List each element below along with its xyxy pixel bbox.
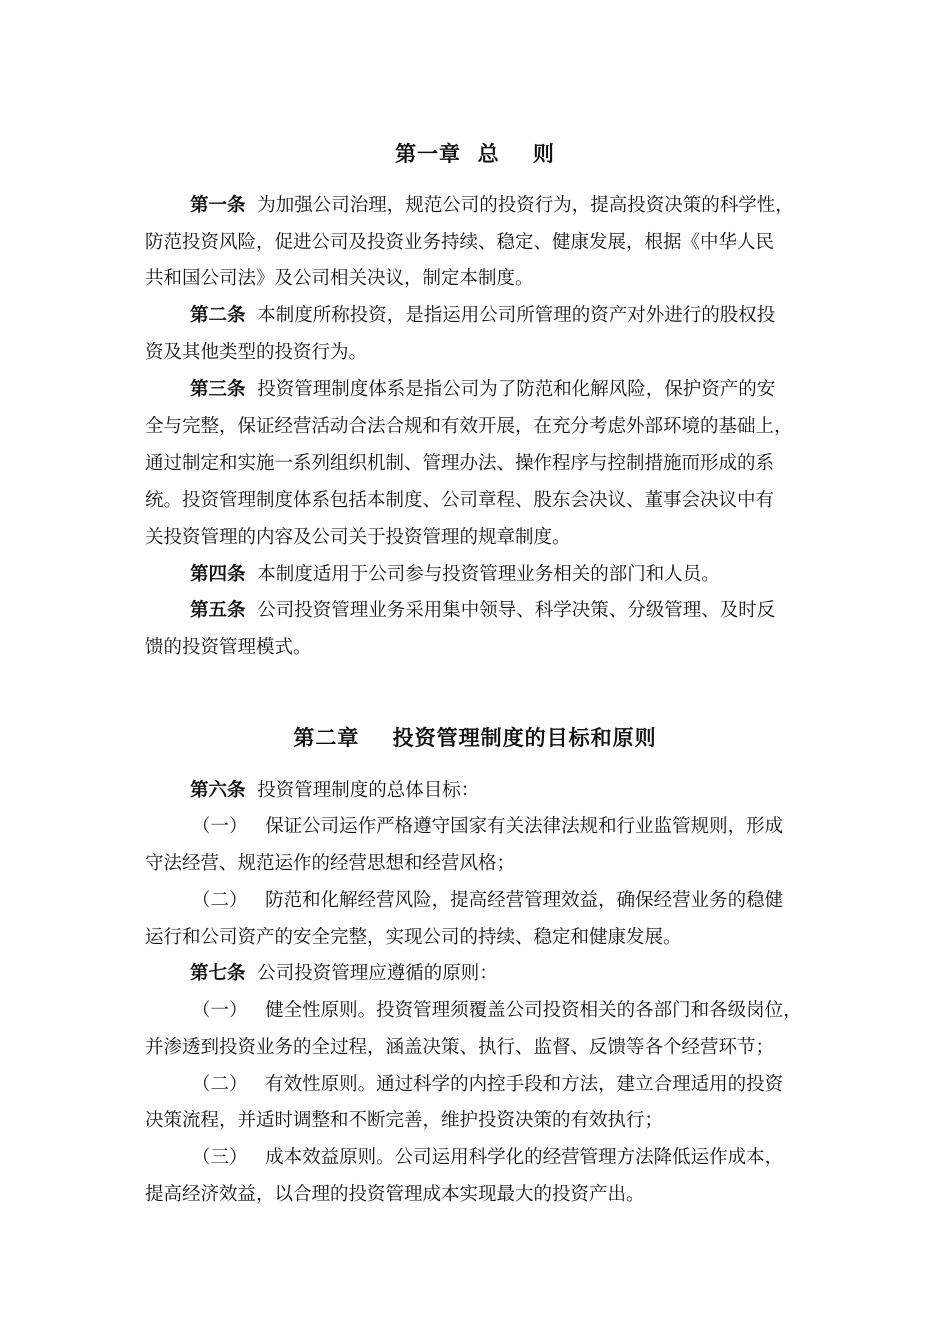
article-7-item-2-line: （二） 有效性原则。通过科学的内控手段和方法，建立合理适用的投资 [192, 1074, 784, 1095]
article-7-item-3-line: （三） 成本效益原则。公司运用科学化的经营管理方法降低运作成本， [192, 1147, 784, 1168]
article-1-text: 为加强公司治理，规范公司的投资行为，提高投资决策的科学性， [245, 195, 794, 216]
article-2-text: 本制度所称投资，是指运用公司所管理的资产对外进行的股权投 [245, 305, 776, 326]
article-3-first-line [190, 378, 775, 402]
article-7-label: 第七条 [190, 963, 246, 984]
article-6-text: 投资管理制度的总体目标： [245, 780, 480, 801]
article-5-text: 公司投资管理业务采用集中领导、科学决策、分级管理、及时反 [245, 600, 776, 621]
article-3-text: 投资管理制度体系是指公司为了防范和化解风险，保护资产的安 [245, 379, 776, 400]
article-1-first-line [190, 194, 794, 218]
article-2-line: 资及其他类型的投资行为。 [145, 342, 368, 363]
article-2-first-line [190, 304, 775, 328]
article-6-item-1-line: （一） 保证公司运作严格遵守国家有关法律法规和行业监管规则，形成 [192, 816, 784, 837]
chapter-1-title: 第一章 总 则 [395, 141, 555, 166]
article-3-line: 通过制定和实施一系列组织机制、管理办法、操作程序与控制措施而形成的系 [145, 453, 775, 474]
article-6-first-line [190, 779, 479, 803]
article-1-line: 共和国公司法》及公司相关决议，制定本制度。 [145, 268, 534, 289]
article-7-item-1-line: （一） 健全性原则。投资管理须覆盖公司投资相关的各部门和各级岗位， [192, 1000, 802, 1021]
article-6-item-2-line: （二） 防范和化解经营风险，提高经营管理效益，确保经营业务的稳健 [192, 890, 784, 911]
article-4-text: 本制度适用于公司参与投资管理业务相关的部门和人员。 [245, 564, 720, 585]
article-6-item-2-line: 运行和公司资产的安全完整，实现公司的持续、稳定和健康发展。 [145, 927, 682, 948]
article-1-label: 第一条 [190, 195, 246, 216]
article-3-line: 统。投资管理制度体系包括本制度、公司章程、股东会决议、董事会决议中有 [145, 490, 775, 511]
article-5-label: 第五条 [190, 600, 246, 621]
chapter-2-title: 第二章 投资管理制度的目标和原则 [293, 725, 657, 750]
article-6-item-1-line: 守法经营、规范运作的经营思想和经营风格； [145, 853, 516, 874]
article-3-line: 关投资管理的内容及公司关于投资管理的规章制度。 [145, 527, 571, 548]
article-1-line: 防范投资风险，促进公司及投资业务持续、稳定、健康发展，根据《中华人民 [145, 232, 775, 253]
article-5-line: 馈的投资管理模式。 [145, 637, 312, 658]
article-3-line: 全与完整，保证经营活动合法合规和有效开展，在充分考虑外部环境的基础上， [145, 416, 793, 437]
article-2-label: 第二条 [190, 305, 246, 326]
article-7-first-line [190, 962, 498, 986]
article-4-label: 第四条 [190, 564, 246, 585]
article-7-item-1-line: 并渗透到投资业务的全过程，涵盖决策、执行、监督、反馈等各个经营环节； [145, 1037, 775, 1058]
article-3-label: 第三条 [190, 379, 246, 400]
article-7-item-3-line: 提高经济效益，以合理的投资管理成本实现最大的投资产出。 [145, 1184, 645, 1205]
article-7-item-2-line: 决策流程，并适时调整和不断完善，维护投资决策的有效执行； [145, 1110, 664, 1131]
article-7-text: 公司投资管理应遵循的原则： [245, 963, 498, 984]
article-4-first-line [190, 563, 720, 587]
article-6-label: 第六条 [190, 780, 246, 801]
article-5-first-line [190, 599, 775, 623]
